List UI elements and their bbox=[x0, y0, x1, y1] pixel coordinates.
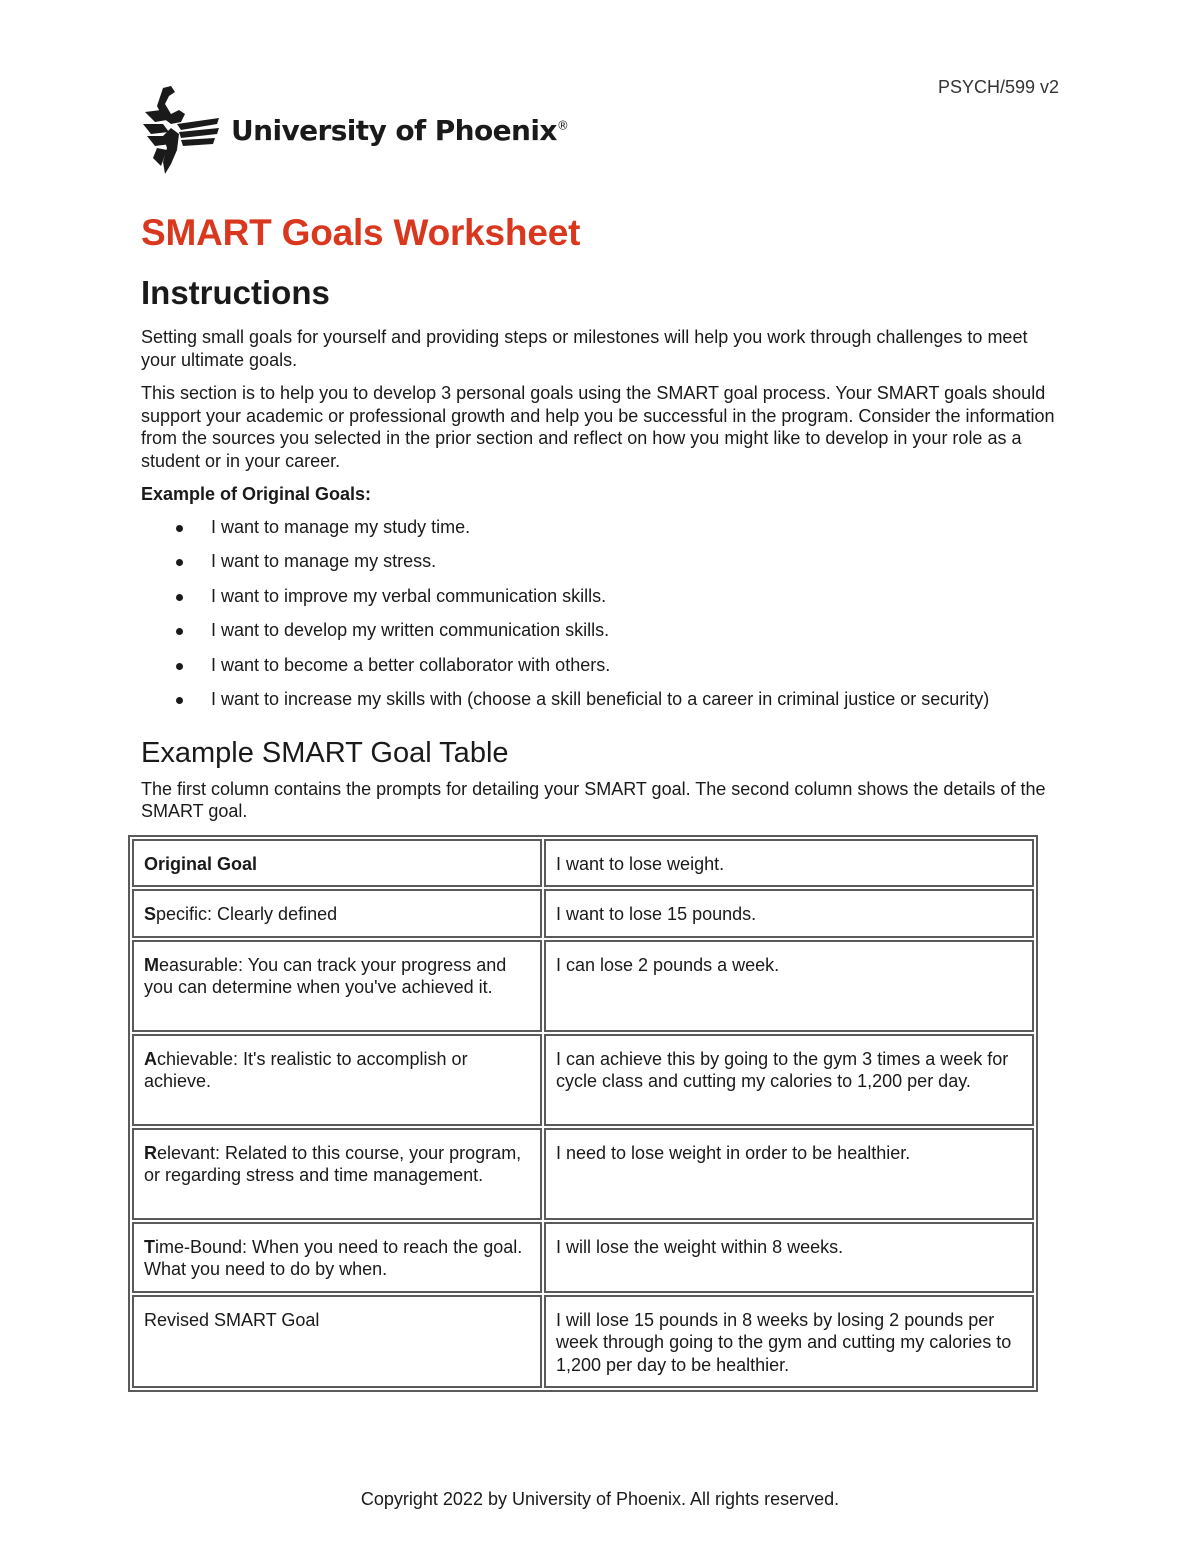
bullet-icon bbox=[176, 594, 183, 601]
bullet-icon bbox=[176, 628, 183, 635]
prompt-cell: Original Goal bbox=[132, 839, 542, 888]
prompt-cell: Relevant: Related to this course, your program, or regarding stress and time management. bbox=[132, 1128, 542, 1220]
logo-wordmark: University of Phoenix® bbox=[231, 113, 569, 147]
list-item: I want to manage my stress. bbox=[141, 550, 1061, 573]
detail-cell: I want to lose weight. bbox=[544, 839, 1034, 888]
list-item: I want to manage my study time. bbox=[141, 516, 1061, 539]
table-row bbox=[132, 1034, 1034, 1126]
bullet-icon bbox=[176, 663, 183, 670]
copyright-footer: Copyright 2022 by University of Phoenix. All rights reserved. bbox=[360, 1489, 840, 1509]
detail-cell: I need to lose weight in order to be healthier. bbox=[544, 1128, 1034, 1220]
detail-cell: I want to lose 15 pounds. bbox=[544, 889, 1034, 938]
prompt-cell: Revised SMART Goal bbox=[132, 1295, 542, 1389]
table-heading: Example SMART Goal Table bbox=[141, 736, 509, 769]
detail-cell: I will lose 15 pounds in 8 weeks by losing 2 pounds per week through going to the gym and cutting my calories to 1,200 per day to be healthier. bbox=[544, 1295, 1034, 1389]
list-item: I want to develop my written communication skills. bbox=[141, 619, 1061, 642]
list-item: I want to increase my skills with (choose a skill beneficial to a career in criminal justice or security) bbox=[141, 688, 1061, 711]
document-body bbox=[141, 212, 1061, 1392]
prompt-cell: Measurable: You can track your progress and you can determine when you've achieved it. bbox=[132, 940, 542, 1032]
university-logo bbox=[141, 84, 568, 176]
instructions-paragraph-2: This section is to help you to develop 3 personal goals using the SMART goal process. Your SMART goals should support your academic or professional growth and help you be successful in the program. Consider the information from the sources you selected in the prior section and reflect on how you might like to develop in your role as a student or in your career. bbox=[141, 383, 1055, 471]
table-row bbox=[132, 940, 1034, 1032]
page-title: SMART Goals Worksheet bbox=[141, 212, 581, 253]
table-row bbox=[132, 1295, 1034, 1389]
table-row bbox=[132, 839, 1034, 888]
example-goals-label: Example of Original Goals: bbox=[141, 484, 372, 504]
bullet-icon bbox=[176, 697, 183, 704]
list-item: I want to become a better collaborator with others. bbox=[141, 654, 1061, 677]
prompt-cell: Specific: Clearly defined bbox=[132, 889, 542, 938]
instructions-heading: Instructions bbox=[141, 274, 330, 311]
instructions-paragraph-1: Setting small goals for yourself and providing steps or milestones will help you work through challenges to meet your ultimate goals. bbox=[141, 327, 1028, 370]
list-item: I want to improve my verbal communication skills. bbox=[141, 585, 1061, 608]
smart-goal-table bbox=[128, 835, 1038, 1393]
detail-cell: I can achieve this by going to the gym 3 times a week for cycle class and cutting my calories to 1,200 per day. bbox=[544, 1034, 1034, 1126]
course-code: PSYCH/599 v2 bbox=[937, 77, 1059, 97]
bullet-icon bbox=[176, 525, 183, 532]
table-row bbox=[132, 1222, 1034, 1293]
table-row bbox=[132, 889, 1034, 938]
prompt-cell: Achievable: It's realistic to accomplish or achieve. bbox=[132, 1034, 542, 1126]
prompt-cell: Time-Bound: When you need to reach the goal. What you need to do by when. bbox=[132, 1222, 542, 1293]
phoenix-bird-icon bbox=[141, 84, 221, 176]
table-row bbox=[132, 1128, 1034, 1220]
example-goals-list bbox=[141, 516, 1061, 711]
detail-cell: I can lose 2 pounds a week. bbox=[544, 940, 1034, 1032]
bullet-icon bbox=[176, 559, 183, 566]
detail-cell: I will lose the weight within 8 weeks. bbox=[544, 1222, 1034, 1293]
table-description: The first column contains the prompts for detailing your SMART goal. The second column shows the details of the SMART goal. bbox=[141, 778, 1046, 821]
